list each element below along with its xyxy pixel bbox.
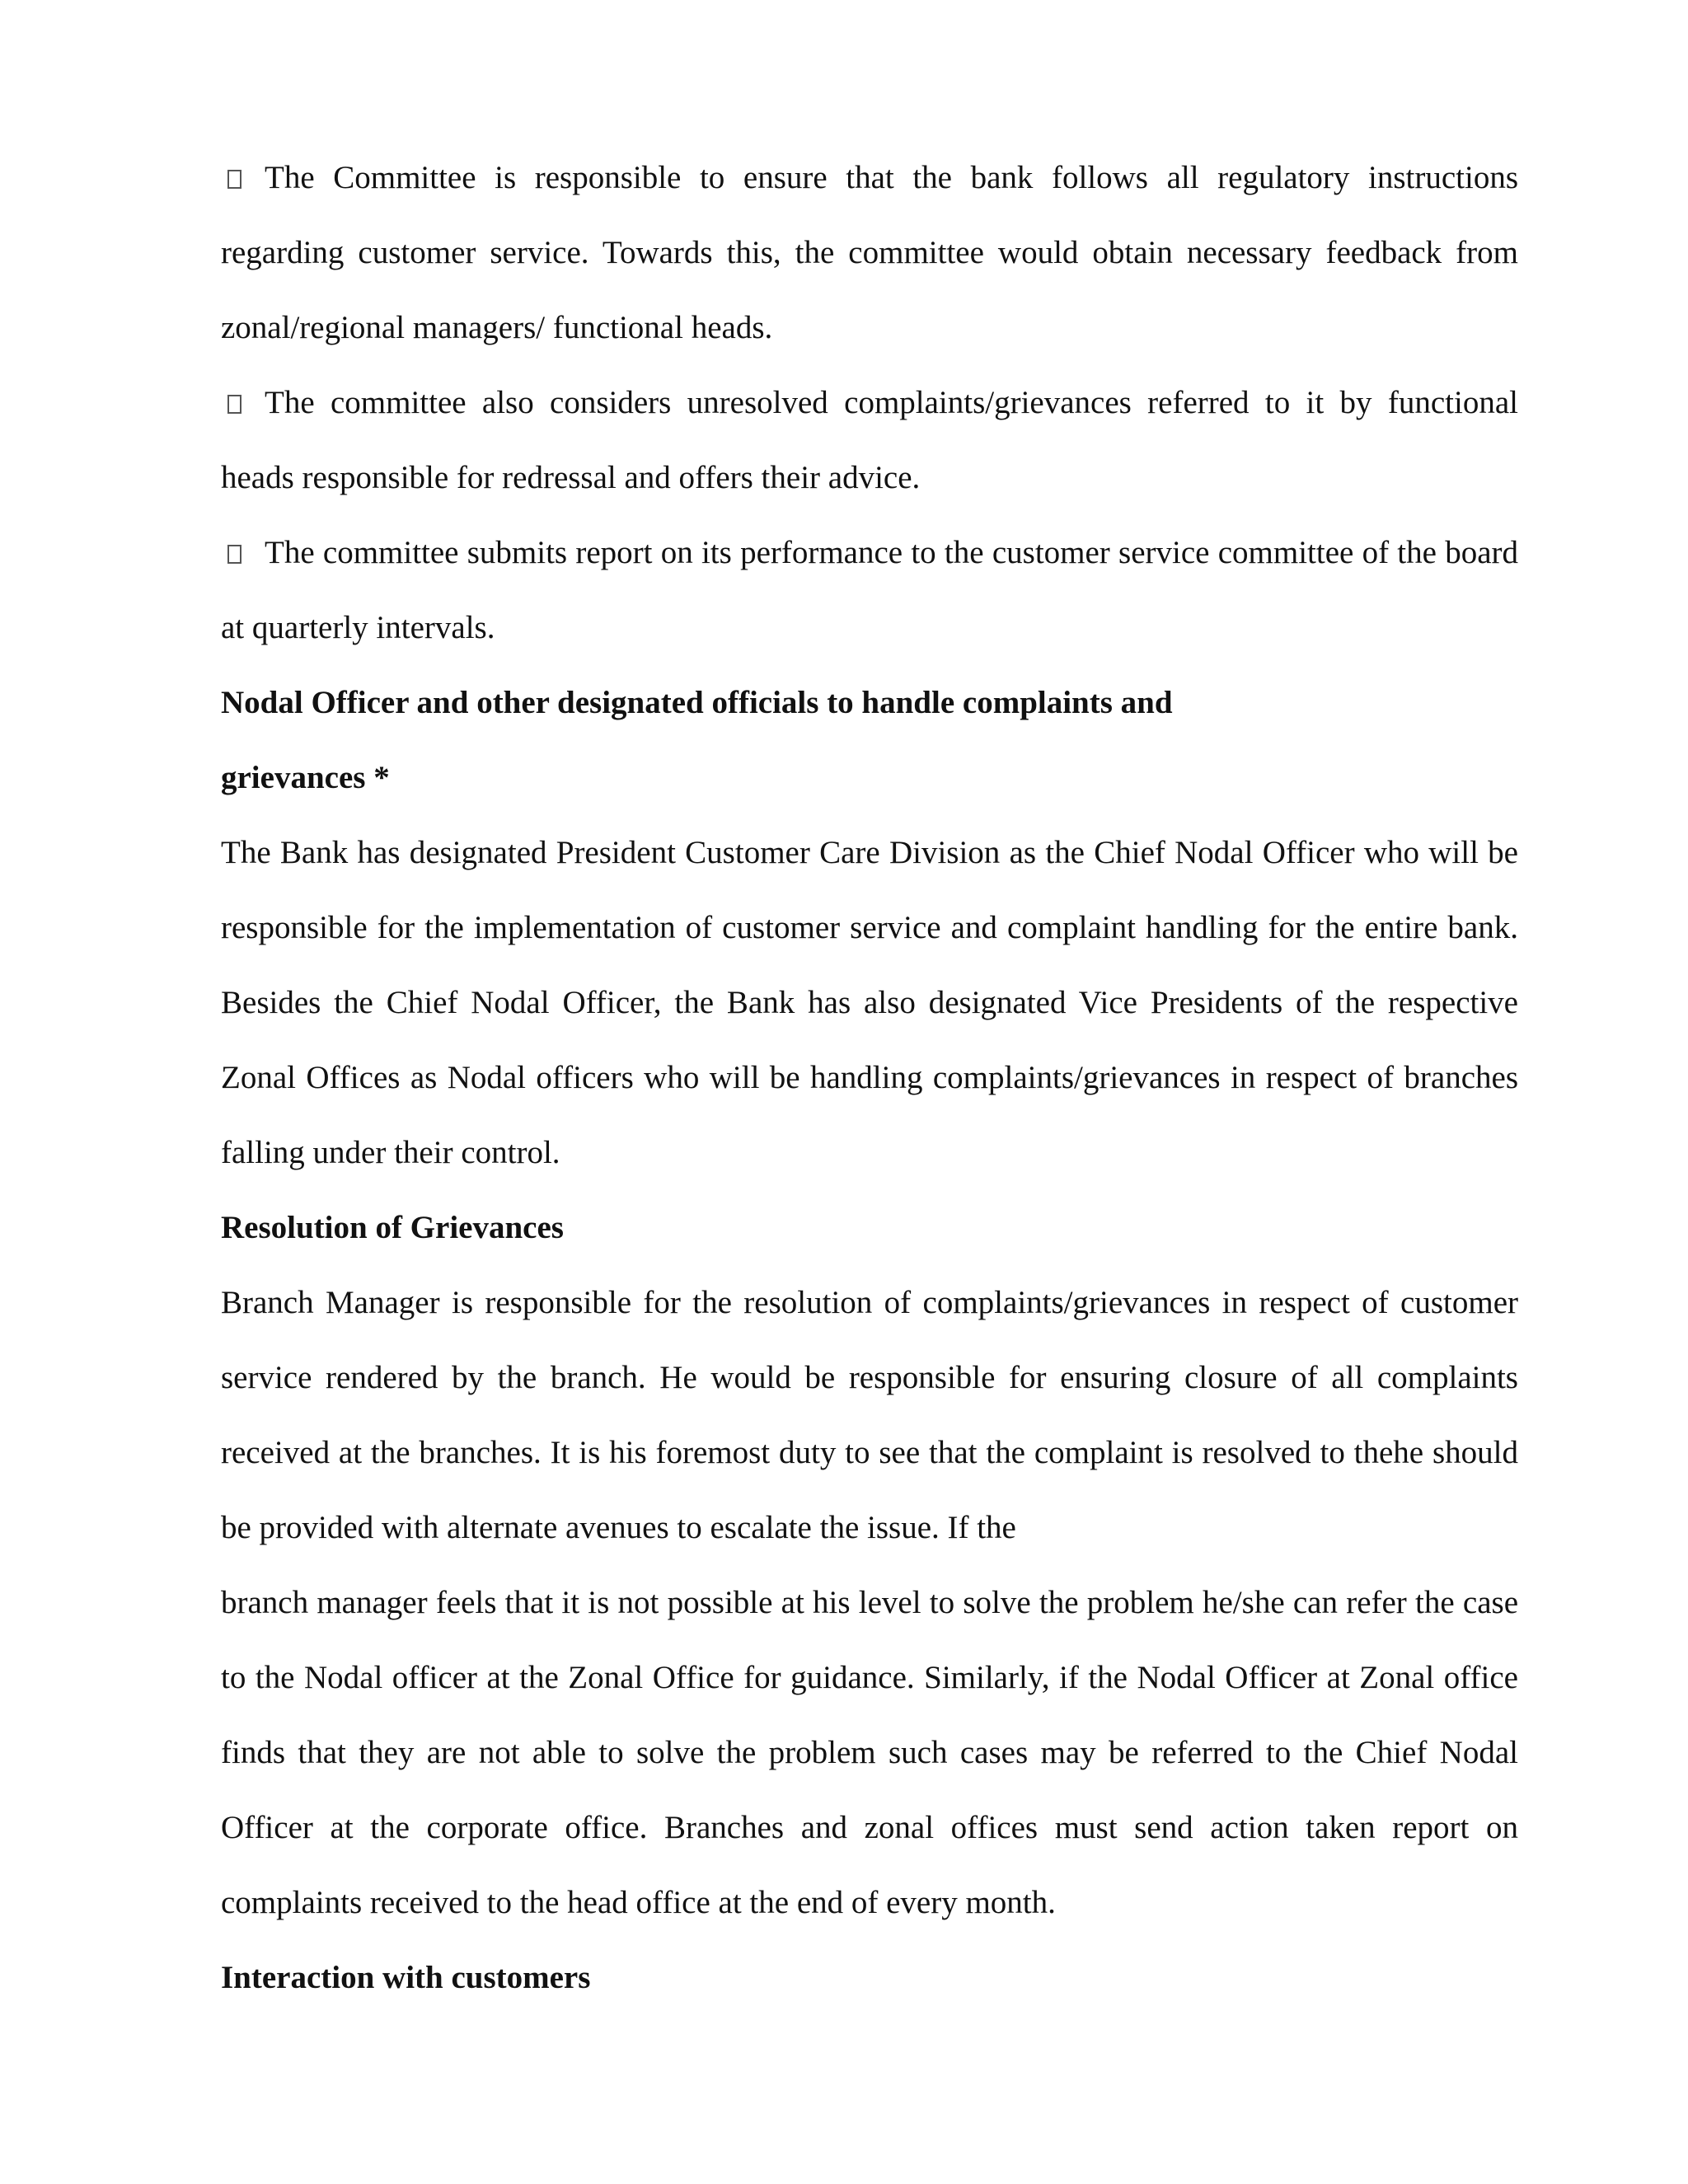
nodal-paragraph: The Bank has designated President Customer Care Division as the Chief Nodal Officer who will be responsible for the implementation of customer service and complaint handling for the entire bank. Besides the Chief Nodal Officer, the Bank has also designated Vice Presidents of the respective Zonal Offices as Nodal officers who will be handling complaints/grievances in respect of branches falling under their control. — [221, 835, 1518, 1170]
resolution-paragraph-2: branch manager feels that it is not possible at his level to solve the problem he/she can refer the case to the Nodal officer at the Zonal Office for guidance. Similarly, if the Nodal Officer at Zonal office finds that they are not able to solve the problem such cases may be referred to the Chief Nodal Officer at the corporate office. Branches and zonal offices must send action taken report on complaints received to the head office at the end of every month. — [221, 1585, 1518, 1920]
square-bullet-icon — [227, 395, 241, 414]
bullet-item-regulatory — [221, 140, 1518, 365]
section-heading-nodal-line1: Nodal Officer and other designated officials to handle complaints and — [221, 685, 1173, 720]
document-body — [221, 140, 1518, 2015]
section-heading-nodal-line2: grievances * — [221, 760, 390, 795]
resolution-paragraph-1: Branch Manager is responsible for the resolution of complaints/grievances in respect of customer service rendered by the branch. He would be responsible for ensuring closure of all complaints received at the branches. It is his foremost duty to see that the complaint is resolved to thehe should be provided with alternate avenues to escalate the issue. If the — [221, 1285, 1518, 1545]
section-heading-interaction: Interaction with customers — [221, 1960, 591, 1995]
bullet-item-unresolved — [221, 365, 1518, 515]
square-bullet-icon — [227, 545, 241, 564]
square-bullet-icon — [227, 170, 241, 189]
bullet-item-report — [221, 515, 1518, 665]
section-heading-resolution: Resolution of Grievances — [221, 1210, 564, 1245]
bullet-text: The committee submits report on its performance to the customer service committee of the board at quarterly intervals. — [221, 535, 1518, 645]
bullet-text: The committee also considers unresolved complaints/grievances referred to it by functional heads responsible for redressal and offers their advice. — [221, 385, 1518, 495]
bullet-text: The Committee is responsible to ensure that the bank follows all regulatory instructions regarding customer service. Towards this, the committee would obtain necessary feedback from zonal/regional managers/ functional heads. — [221, 160, 1518, 345]
